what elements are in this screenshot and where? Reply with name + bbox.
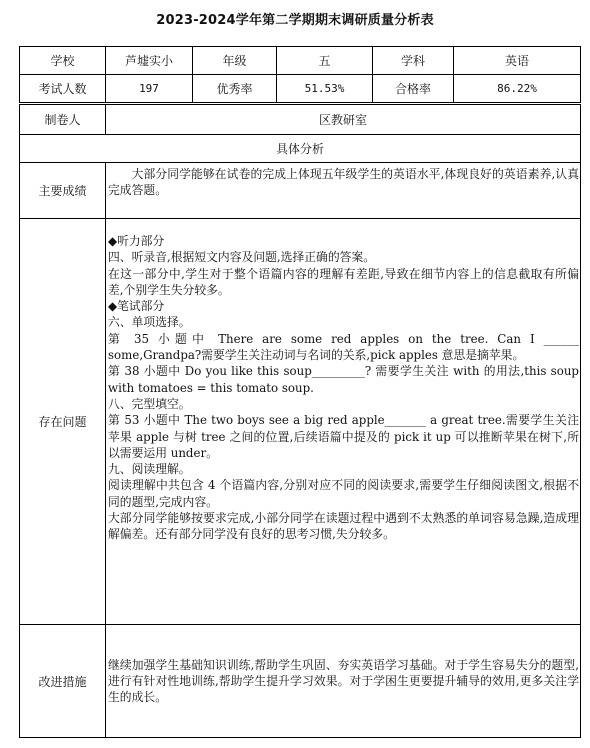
measures-cell <box>106 625 581 738</box>
analysis-header: 具体分析 <box>20 135 581 163</box>
stats-row <box>20 75 581 104</box>
problems-label: 存在问题 <box>20 219 106 625</box>
problem-line: 大部分同学能够按要求完成,小部分同学在读题过程中遇到不太熟悉的单词容易急躁,造成理解偏差。还有部分同学没有良好的思考习惯,失分较多。 <box>108 511 579 542</box>
analysis-table <box>19 46 581 738</box>
subject-label: 学科 <box>373 47 454 75</box>
problem-line: ◆笔试部分 <box>108 299 165 314</box>
problem-line: 八、完型填空。 <box>108 396 191 411</box>
measures-text: 继续加强学生基础知识训练,帮助学生巩固、夯实英语学习基础。对于学生容易失分的题型,进行有针对性地训练,帮助学生提升学习效果。对于学困生更要提升辅导的效用,更多关注学生的成长。 <box>108 657 579 705</box>
analysis-header-row <box>20 135 581 163</box>
excellent-rate-value: 51.53% <box>277 75 373 104</box>
problem-line: 第 35 小题中 There are some red apples on the tree. Can I ______ some,Grandpa?需要学生关注动词与名词的关系,pick apples 意思是摘苹果。 <box>108 331 579 363</box>
pass-rate-value: 86.22% <box>454 75 581 104</box>
problem-line: 阅读理解中共包含 4 个语篇内容,分别对应不同的阅读要求,需要学生仔细阅读图文,根据不同的题型,完成内容。 <box>108 478 579 509</box>
examinees-value: 197 <box>106 75 193 104</box>
grade-value: 五 <box>277 47 373 75</box>
maker-row <box>20 104 581 135</box>
subject-value: 英语 <box>454 47 581 75</box>
school-value: 芦墟实小 <box>106 47 193 75</box>
document-title: 2023-2024学年第二学期期末调研质量分析表 <box>156 13 434 28</box>
school-label: 学校 <box>20 47 106 75</box>
school-row <box>20 47 581 75</box>
maker-value: 区教研室 <box>106 104 581 135</box>
achievements-cell <box>106 163 581 219</box>
problems-row <box>20 219 581 625</box>
maker-label: 制卷人 <box>20 104 106 135</box>
grade-label: 年级 <box>193 47 277 75</box>
problem-line: 第 38 小题中 Do you like this soup_________? 需要学生关注 with 的用法,this soup with tomatoes = this tomato soup. <box>108 364 579 395</box>
problem-line: 第 53 小题中 The two boys see a big red apple_______ a great tree.需要学生关注苹果 apple 与树 tree 之间的位置,后续语篇中提及的 pick it up 可以推断苹果在树下,所以需要运用 under。 <box>108 413 579 460</box>
achievements-row <box>20 163 581 219</box>
problem-line: 六、单项选择。 <box>108 315 191 330</box>
examinees-label: 考试人数 <box>20 75 106 104</box>
achievements-text: 大部分同学能够在试卷的完成上体现五年级学生的英语水平,体现良好的英语素养,认真完成答题。 <box>108 167 579 198</box>
problem-line: ◆听力部分 <box>108 234 165 248</box>
pass-rate-label: 合格率 <box>373 75 454 104</box>
problems-cell <box>106 219 581 625</box>
measures-label: 改进措施 <box>20 625 106 738</box>
problem-line: 在这一部分中,学生对于整个语篇内容的理解有差距,导致在细节内容上的信息截取有所偏差,个别学生失分较多。 <box>108 266 579 297</box>
excellent-rate-label: 优秀率 <box>193 75 277 104</box>
achievements-label: 主要成绩 <box>20 163 106 219</box>
measures-row <box>20 625 581 738</box>
problem-line: 四、听录音,根据短文内容及问题,选择正确的答案。 <box>108 250 376 265</box>
problem-line: 九、阅读理解。 <box>108 462 191 477</box>
